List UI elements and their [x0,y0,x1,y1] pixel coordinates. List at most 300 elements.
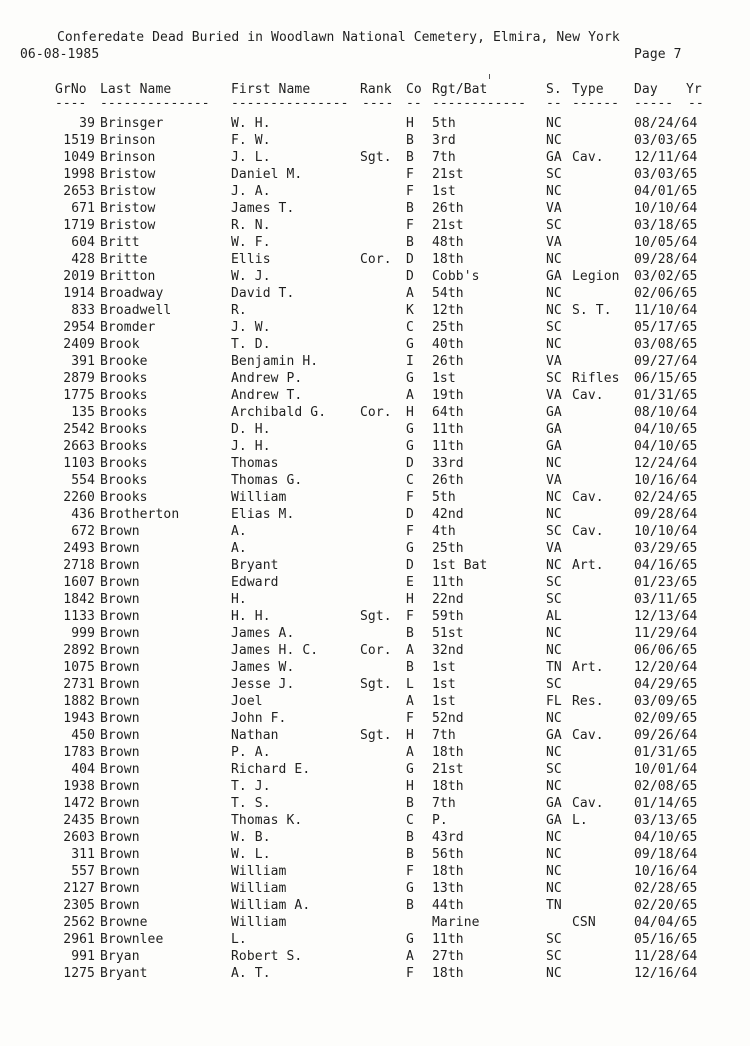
cell-grave-number: 1842 [63,592,95,607]
cell-date: 05/16/65 [634,932,698,947]
cell-state: TN [546,898,562,913]
cell-regiment: 3rd [432,133,456,148]
cell-grave-number: 2127 [63,881,95,896]
cell-grave-number: 1882 [63,694,95,709]
cell-type: Rifles [572,371,620,386]
cell-regiment: 26th [432,201,464,216]
cell-first-name: H. H. [231,609,271,624]
cell-date: 05/17/65 [634,320,698,335]
cell-state: SC [546,762,562,777]
cell-date: 04/10/65 [634,830,698,845]
cell-rank: Cor. [360,252,392,267]
cell-grave-number: 1938 [63,779,95,794]
cell-last-name: Brooks [100,371,148,386]
cell-grave-number: 671 [71,201,95,216]
cell-last-name: Britt [100,235,140,250]
header-day: Day [634,82,658,97]
cell-state: NC [546,745,562,760]
cell-state: SC [546,677,562,692]
cell-date: 02/28/65 [634,881,698,896]
underline-state: -- [546,96,562,111]
cell-grave-number: 604 [71,235,95,250]
cell-last-name: Brown [100,847,140,862]
cell-regiment: 11th [432,575,464,590]
cell-last-name: Browne [100,915,148,930]
cell-date: 06/15/65 [634,371,698,386]
cell-last-name: Broadway [100,286,164,301]
cell-company: C [406,813,414,828]
table-row [0,252,750,269]
cell-date: 04/10/65 [634,439,698,454]
cell-last-name: Bristow [100,167,156,182]
cell-first-name: T. S. [231,796,271,811]
cell-last-name: Brown [100,694,140,709]
cell-company: F [406,218,414,233]
table-row [0,609,750,626]
cell-state: NC [546,490,562,505]
cell-type: S. T. [572,303,612,318]
cell-date: 03/11/65 [634,592,698,607]
cell-company: G [406,371,414,386]
cell-last-name: Brown [100,864,140,879]
cell-regiment: 64th [432,405,464,420]
cell-grave-number: 2653 [63,184,95,199]
cell-regiment: 18th [432,864,464,879]
stray-mark [489,74,490,79]
cell-regiment: 7th [432,796,456,811]
cell-last-name: Britte [100,252,148,267]
cell-date: 11/29/64 [634,626,698,641]
cell-state: VA [546,235,562,250]
cell-type: Cav. [572,524,604,539]
table-row [0,881,750,898]
cell-first-name: A. T. [231,966,271,981]
cell-grave-number: 2961 [63,932,95,947]
cell-company: A [406,694,414,709]
cell-regiment: 18th [432,252,464,267]
table-row [0,711,750,728]
cell-grave-number: 2562 [63,915,95,930]
cell-state: NC [546,643,562,658]
cell-company: H [406,592,414,607]
table-row [0,507,750,524]
underline-type: ------ [572,96,619,111]
header-regiment: Rgt/Bat [432,82,488,97]
header-grno: GrNo [55,82,87,97]
header-state: S. [546,82,562,97]
cell-company: K [406,303,414,318]
cell-regiment: 11th [432,932,464,947]
cell-grave-number: 557 [71,864,95,879]
cell-regiment: 7th [432,150,456,165]
cell-state: GA [546,422,562,437]
cell-grave-number: 554 [71,473,95,488]
cell-first-name: J. H. [231,439,271,454]
cell-company: B [406,133,414,148]
underline-day: ----- [634,96,674,111]
cell-first-name: David T. [231,286,295,301]
cell-type: L. [572,813,588,828]
header-first-name: First Name [231,82,311,97]
cell-grave-number: 1519 [63,133,95,148]
cell-grave-number: 391 [71,354,95,369]
cell-first-name: Andrew T. [231,388,303,403]
table-row [0,303,750,320]
cell-date: 02/09/65 [634,711,698,726]
cell-date: 03/18/65 [634,218,698,233]
cell-type: Cav. [572,150,604,165]
cell-first-name: James T. [231,201,295,216]
cell-date: 03/02/65 [634,269,698,284]
cell-last-name: Brown [100,541,140,556]
table-row [0,932,750,949]
table-row [0,745,750,762]
cell-regiment: 25th [432,541,464,556]
cell-state: GA [546,796,562,811]
table-row [0,218,750,235]
cell-last-name: Brown [100,575,140,590]
cell-company: L [406,677,414,692]
cell-state: SC [546,949,562,964]
cell-grave-number: 2731 [63,677,95,692]
cell-grave-number: 2542 [63,422,95,437]
cell-first-name: W. J. [231,269,271,284]
cell-grave-number: 428 [71,252,95,267]
cell-type: Cav. [572,796,604,811]
table-row [0,116,750,133]
table-row [0,133,750,150]
cell-company: B [406,626,414,641]
cell-first-name: H. [231,592,247,607]
cell-type: CSN [572,915,596,930]
table-row [0,167,750,184]
cell-first-name: F. W. [231,133,271,148]
cell-company: F [406,490,414,505]
cell-company: B [406,660,414,675]
cell-state: NC [546,337,562,352]
cell-company: G [406,422,414,437]
cell-rank: Cor. [360,405,392,420]
cell-first-name: Archibald G. [231,405,327,420]
cell-company: A [406,388,414,403]
cell-grave-number: 2663 [63,439,95,454]
table-row [0,762,750,779]
cell-last-name: Brown [100,881,140,896]
cell-company: G [406,439,414,454]
table-row [0,422,750,439]
cell-last-name: Bryant [100,966,148,981]
cell-company: G [406,881,414,896]
cell-company: C [406,320,414,335]
table-row [0,269,750,286]
cell-grave-number: 311 [71,847,95,862]
document-title: Conferedate Dead Buried in Woodlawn National Cemetery, Elmira, New York [57,30,620,45]
cell-grave-number: 672 [71,524,95,539]
table-row [0,592,750,609]
cell-date: 10/01/64 [634,762,698,777]
cell-grave-number: 833 [71,303,95,318]
cell-date: 04/10/65 [634,422,698,437]
cell-first-name: Richard E. [231,762,311,777]
cell-first-name: W. F. [231,235,271,250]
cell-last-name: Brotherton [100,507,180,522]
cell-regiment: 33rd [432,456,464,471]
cell-regiment: 51st [432,626,464,641]
header-rank: Rank [360,82,392,97]
table-row [0,575,750,592]
cell-last-name: Bristow [100,184,156,199]
cell-grave-number: 1075 [63,660,95,675]
cell-regiment: 54th [432,286,464,301]
cell-regiment: 56th [432,847,464,862]
cell-company: H [406,728,414,743]
cell-first-name: William [231,915,287,930]
cell-last-name: Brooks [100,456,148,471]
cell-company: I [406,354,414,369]
cell-regiment: 21st [432,218,464,233]
cell-regiment: 48th [432,235,464,250]
cell-state: VA [546,541,562,556]
cell-first-name: Bryant [231,558,279,573]
cell-state: NC [546,711,562,726]
cell-type: Art. [572,558,604,573]
cell-regiment: 21st [432,167,464,182]
cell-last-name: Bristow [100,201,156,216]
cell-date: 06/06/65 [634,643,698,658]
cell-grave-number: 1607 [63,575,95,590]
cell-grave-number: 1783 [63,745,95,760]
table-row [0,541,750,558]
underline-last-name: -------------- [100,96,210,111]
cell-company: H [406,779,414,794]
cell-rank: Sgt. [360,728,392,743]
cell-last-name: Bromder [100,320,156,335]
table-row [0,558,750,575]
cell-regiment: 32nd [432,643,464,658]
table-row [0,643,750,660]
cell-regiment: 26th [432,473,464,488]
cell-state: VA [546,473,562,488]
cell-state: SC [546,371,562,386]
header-underline [0,96,750,113]
cell-state: NC [546,966,562,981]
cell-company: H [406,405,414,420]
cell-first-name: J. W. [231,320,271,335]
cell-grave-number: 2603 [63,830,95,845]
cell-last-name: Bristow [100,218,156,233]
table-row [0,201,750,218]
cell-type: Cav. [572,388,604,403]
table-row [0,354,750,371]
cell-last-name: Brown [100,711,140,726]
cell-company: D [406,269,414,284]
table-row [0,490,750,507]
cell-state: VA [546,388,562,403]
header-last-name: Last Name [100,82,172,97]
cell-grave-number: 1133 [63,609,95,624]
cell-first-name: Joel [231,694,263,709]
cell-regiment: 5th [432,490,456,505]
cell-first-name: W. H. [231,116,271,131]
cell-company: B [406,830,414,845]
cell-company: F [406,864,414,879]
cell-regiment: 19th [432,388,464,403]
cell-last-name: Brown [100,643,140,658]
cell-date: 01/14/65 [634,796,698,811]
cell-regiment: 1st Bat [432,558,488,573]
cell-company: E [406,575,414,590]
cell-last-name: Brook [100,337,140,352]
cell-first-name: Edward [231,575,279,590]
cell-first-name: Thomas [231,456,279,471]
cell-date: 10/05/64 [634,235,698,250]
cell-date: 10/10/64 [634,524,698,539]
table-row [0,626,750,643]
table-row [0,456,750,473]
cell-first-name: A. [231,524,247,539]
underline-first-name: --------------- [231,96,349,111]
cell-date: 11/28/64 [634,949,698,964]
cell-date: 01/31/65 [634,745,698,760]
cell-regiment: 18th [432,745,464,760]
cell-grave-number: 2260 [63,490,95,505]
table-row [0,677,750,694]
table-row [0,898,750,915]
cell-first-name: Jesse J. [231,677,295,692]
cell-company: B [406,201,414,216]
cell-state: SC [546,218,562,233]
cell-state: SC [546,932,562,947]
cell-grave-number: 991 [71,949,95,964]
cell-company: C [406,473,414,488]
cell-date: 08/24/64 [634,116,698,131]
table-row [0,779,750,796]
table-row [0,694,750,711]
cell-regiment: 59th [432,609,464,624]
cell-state: TN [546,660,562,675]
cell-state: NC [546,116,562,131]
header-company: Co [406,82,422,97]
cell-regiment: 18th [432,779,464,794]
cell-type: Art. [572,660,604,675]
cell-regiment: 1st [432,660,456,675]
table-row [0,660,750,677]
table-row [0,320,750,337]
table-row [0,966,750,983]
cell-date: 03/13/65 [634,813,698,828]
cell-date: 04/04/65 [634,915,698,930]
cell-company: A [406,643,414,658]
cell-company: B [406,150,414,165]
cell-state: NC [546,507,562,522]
cell-grave-number: 2019 [63,269,95,284]
cell-state: NC [546,456,562,471]
cell-grave-number: 2879 [63,371,95,386]
cell-first-name: William [231,864,287,879]
cell-state: FL [546,694,562,709]
cell-state: SC [546,167,562,182]
table-row [0,847,750,864]
table-row [0,371,750,388]
cell-first-name: Thomas G. [231,473,303,488]
cell-last-name: Broadwell [100,303,172,318]
cell-date: 08/10/64 [634,405,698,420]
cell-grave-number: 1103 [63,456,95,471]
cell-regiment: 27th [432,949,464,964]
cell-type: Res. [572,694,604,709]
cell-grave-number: 39 [79,116,95,131]
cell-type: Cav. [572,728,604,743]
underline-grno: ---- [55,96,87,111]
table-row [0,235,750,252]
cell-last-name: Brown [100,762,140,777]
cell-first-name: Nathan [231,728,279,743]
table-row [0,949,750,966]
cell-company: F [406,524,414,539]
cell-last-name: Brown [100,728,140,743]
cell-company: B [406,847,414,862]
cell-company: G [406,932,414,947]
cell-regiment: 1st [432,371,456,386]
cell-date: 09/26/64 [634,728,698,743]
cell-company: F [406,184,414,199]
cell-last-name: Brown [100,626,140,641]
cell-state: NC [546,626,562,641]
cell-date: 03/03/65 [634,167,698,182]
cell-company: D [406,252,414,267]
cell-first-name: Thomas K. [231,813,303,828]
cell-last-name: Brownlee [100,932,164,947]
cell-state: NC [546,303,562,318]
cell-date: 09/18/64 [634,847,698,862]
cell-rank: Sgt. [360,609,392,624]
cell-state: SC [546,575,562,590]
cell-date: 04/16/65 [634,558,698,573]
underline-year: -- [688,96,704,111]
cell-company: F [406,609,414,624]
cell-grave-number: 1998 [63,167,95,182]
cell-first-name: Ellis [231,252,271,267]
table-row [0,864,750,881]
table-row [0,796,750,813]
underline-company: -- [406,96,422,111]
cell-grave-number: 2305 [63,898,95,913]
cell-grave-number: 135 [71,405,95,420]
cell-date: 03/09/65 [634,694,698,709]
cell-date: 01/31/65 [634,388,698,403]
cell-first-name: Andrew P. [231,371,303,386]
cell-first-name: A. [231,541,247,556]
cell-first-name: W. L. [231,847,271,862]
cell-grave-number: 450 [71,728,95,743]
cell-regiment: 40th [432,337,464,352]
cell-regiment: Cobb's [432,269,480,284]
cell-regiment: 13th [432,881,464,896]
cell-regiment: 52nd [432,711,464,726]
cell-state: SC [546,592,562,607]
cell-company: D [406,456,414,471]
cell-regiment: 11th [432,422,464,437]
cell-date: 02/24/65 [634,490,698,505]
table-row [0,150,750,167]
cell-regiment: 1st [432,677,456,692]
cell-grave-number: 404 [71,762,95,777]
cell-regiment: 26th [432,354,464,369]
cell-date: 04/01/65 [634,184,698,199]
table-row [0,337,750,354]
cell-date: 12/16/64 [634,966,698,981]
cell-regiment: 11th [432,439,464,454]
